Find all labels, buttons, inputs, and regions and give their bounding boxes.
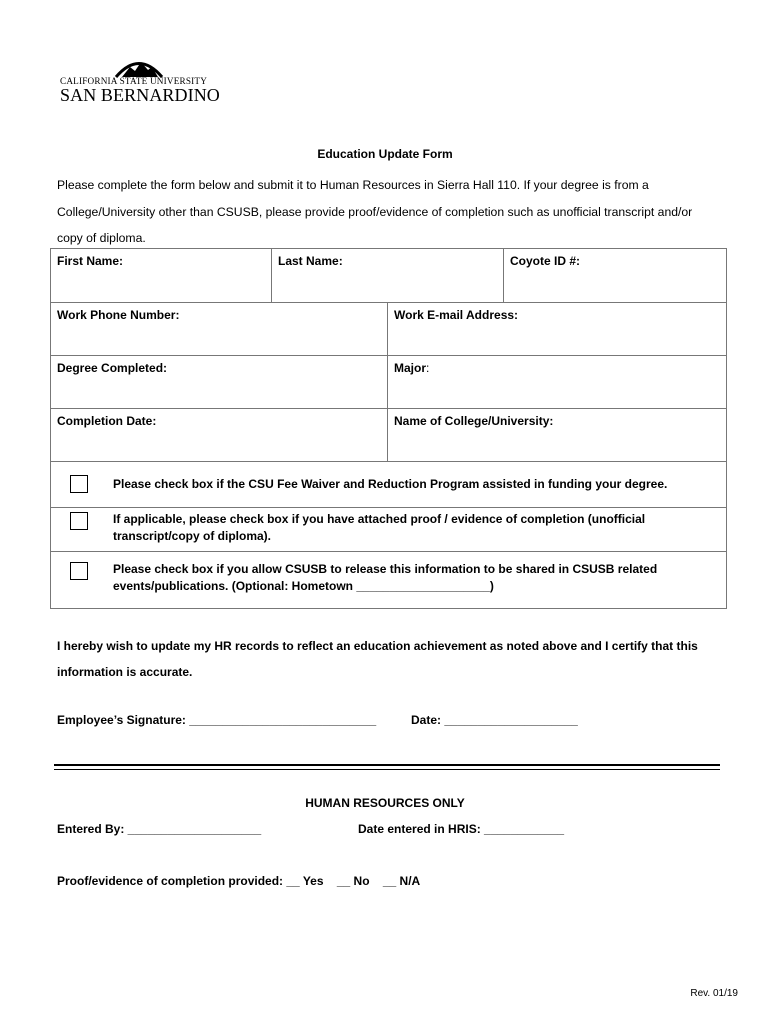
logo-line-2: SAN BERNARDINO: [60, 85, 220, 105]
degree-completed-field[interactable]: [51, 356, 388, 409]
certification-statement: I hereby wish to update my HR records to reflect an education achievement as noted above and I certify that this information is accurate.: [57, 639, 698, 679]
last-name-field[interactable]: [272, 249, 504, 303]
completion-date-field[interactable]: [51, 409, 388, 462]
fee-waiver-label: Please check box if the CSU Fee Waiver and Reduction Program assisted in funding your degree.: [113, 477, 668, 491]
revision-label: Rev. 01/19: [690, 988, 738, 999]
entered-by-line[interactable]: Entered By: ____________________: [57, 822, 262, 836]
mountain-arch-icon: [114, 56, 164, 78]
work-email-field[interactable]: [388, 303, 727, 356]
completion-date-label: Completion Date:: [57, 414, 157, 428]
date-line[interactable]: Date: ____________________: [411, 713, 578, 727]
csusb-logo: [58, 56, 218, 106]
logo-line-1: CALIFORNIA STATE UNIVERSITY: [60, 76, 208, 86]
proof-attached-checkbox[interactable]: [70, 512, 88, 530]
checkbox-row: [51, 551, 726, 607]
hr-only-heading: HUMAN RESOURCES ONLY: [305, 796, 465, 810]
first-name-field[interactable]: [51, 249, 272, 303]
college-name-field[interactable]: [388, 409, 727, 462]
proof-provided-line[interactable]: Proof/evidence of completion provided: __ Yes __ No __ N/A: [57, 874, 421, 888]
form-title: Education Update Form: [317, 147, 453, 161]
fee-waiver-checkbox[interactable]: [70, 475, 88, 493]
checkbox-row: [51, 462, 726, 508]
checkbox-section: [50, 461, 727, 609]
release-info-checkbox[interactable]: [70, 562, 88, 580]
employee-info-table: [50, 248, 727, 462]
work-phone-label: Work Phone Number:: [57, 308, 180, 322]
proof-attached-label: If applicable, please check box if you have attached proof / evidence of completion (unofficial transcript/copy of diploma).: [113, 512, 646, 543]
coyote-id-field[interactable]: [504, 249, 727, 303]
coyote-id-label: Coyote ID #:: [510, 254, 581, 268]
major-colon: :: [426, 361, 430, 375]
date-entered-line[interactable]: Date entered in HRIS: ____________: [358, 822, 565, 836]
degree-completed-label: Degree Completed:: [57, 361, 168, 375]
release-info-label: Please check box if you allow CSUSB to release this information to be shared in CSUSB related events/publications. (Optional: Hometown ____________________): [113, 562, 658, 593]
college-name-label: Name of College/University:: [394, 414, 554, 428]
section-divider: [54, 764, 720, 770]
major-label: Major: [394, 361, 427, 375]
checkbox-row: [51, 507, 726, 552]
first-name-label: First Name:: [57, 254, 124, 268]
employee-signature-line[interactable]: Employee’s Signature: ____________________________: [57, 713, 377, 727]
last-name-label: Last Name:: [278, 254, 343, 268]
major-field[interactable]: [388, 356, 727, 409]
intro-paragraph: Please complete the form below and submit it to Human Resources in Sierra Hall 110. If your degree is from a College/University other than CSUSB, please provide proof/evidence of completion such as unofficial transcript and/or copy of diploma.: [57, 178, 693, 245]
work-email-label: Work E-mail Address:: [394, 308, 519, 322]
work-phone-field[interactable]: [51, 303, 388, 356]
